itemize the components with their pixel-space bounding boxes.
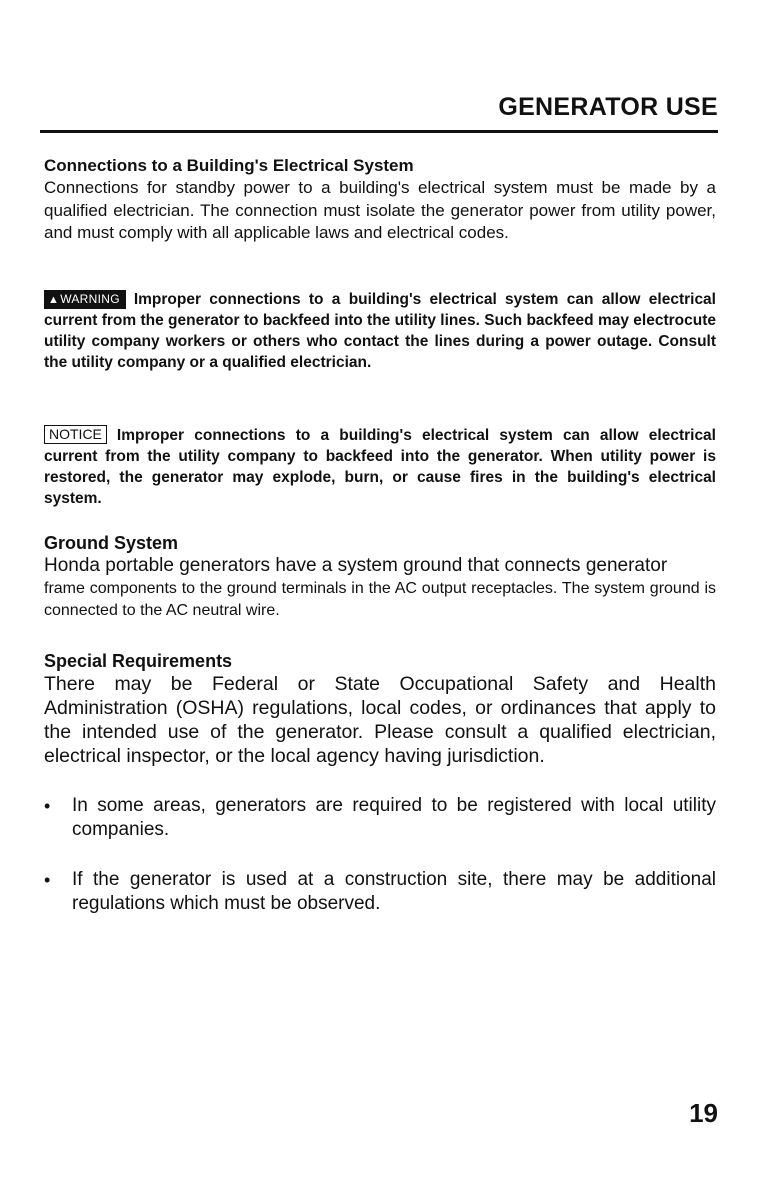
notice-paragraph [44,425,716,509]
ground-system-heading: Ground System [44,533,179,553]
warning-label-text: WARNING [60,292,120,306]
warning-triangle-icon: ▲ [48,294,60,306]
bullet-icon: • [44,870,51,890]
list-item [44,794,716,842]
warning-text: Improper connections to a building's electrical system can allow electrical current from the generator to backfeed into the utility lines. Such backfeed may electrocute utility company workers or others who contact the lines during a power outage. Consult the utility company or a qualified electrician. [44,291,716,371]
warning-badge [44,290,126,309]
special-requirements-body: There may be Federal or State Occupational Safety and Health Administration (OSHA) regulations, local codes, or ordinances that apply to the intended use of the generator. Please consult a qualified electrician, electrical inspector, or the local agency having jurisdiction. [44,673,716,767]
list-item-text: In some areas, generators are required to be registered with local utility companies. [72,795,716,840]
requirements-list [44,794,716,916]
warning-block [44,289,716,373]
connections-section [44,155,716,245]
page-number: 19 [689,1098,718,1128]
list-item-text: If the generator is used at a construction site, there may be additional regulations which must be observed. [72,869,716,914]
connections-body: Connections for standby power to a building's electrical system must be made by a qualified electrician. The connection must isolate the generator power from utility power, and must comply with all applicable laws and electrical codes. [44,178,716,242]
bullet-icon: • [44,796,51,816]
page-title: GENERATOR USE [498,93,718,121]
special-requirements-heading: Special Requirements [44,651,233,671]
ground-system-body-line1: Honda portable generators have a system ground that connects generator [44,555,668,576]
notice-badge: NOTICE [44,425,107,444]
ground-system-body: frame components to the ground terminals in the AC output receptacles. The system ground is connected to the AC neutral wire. [44,580,716,619]
warning-paragraph [44,289,716,373]
notice-text: Improper connections to a building's electrical system can allow electrical current from the utility company to backfeed into the generator. When utility power is restored, the generator may explode, burn, or cause fires in the building's electrical system. [44,427,716,507]
header-rule [40,130,718,133]
list-item [44,868,716,916]
ground-system-section [44,532,716,622]
special-requirements-section [44,650,716,768]
notice-block [44,425,716,509]
connections-heading: Connections to a Building's Electrical System [44,156,414,175]
bullets-section [44,794,716,916]
